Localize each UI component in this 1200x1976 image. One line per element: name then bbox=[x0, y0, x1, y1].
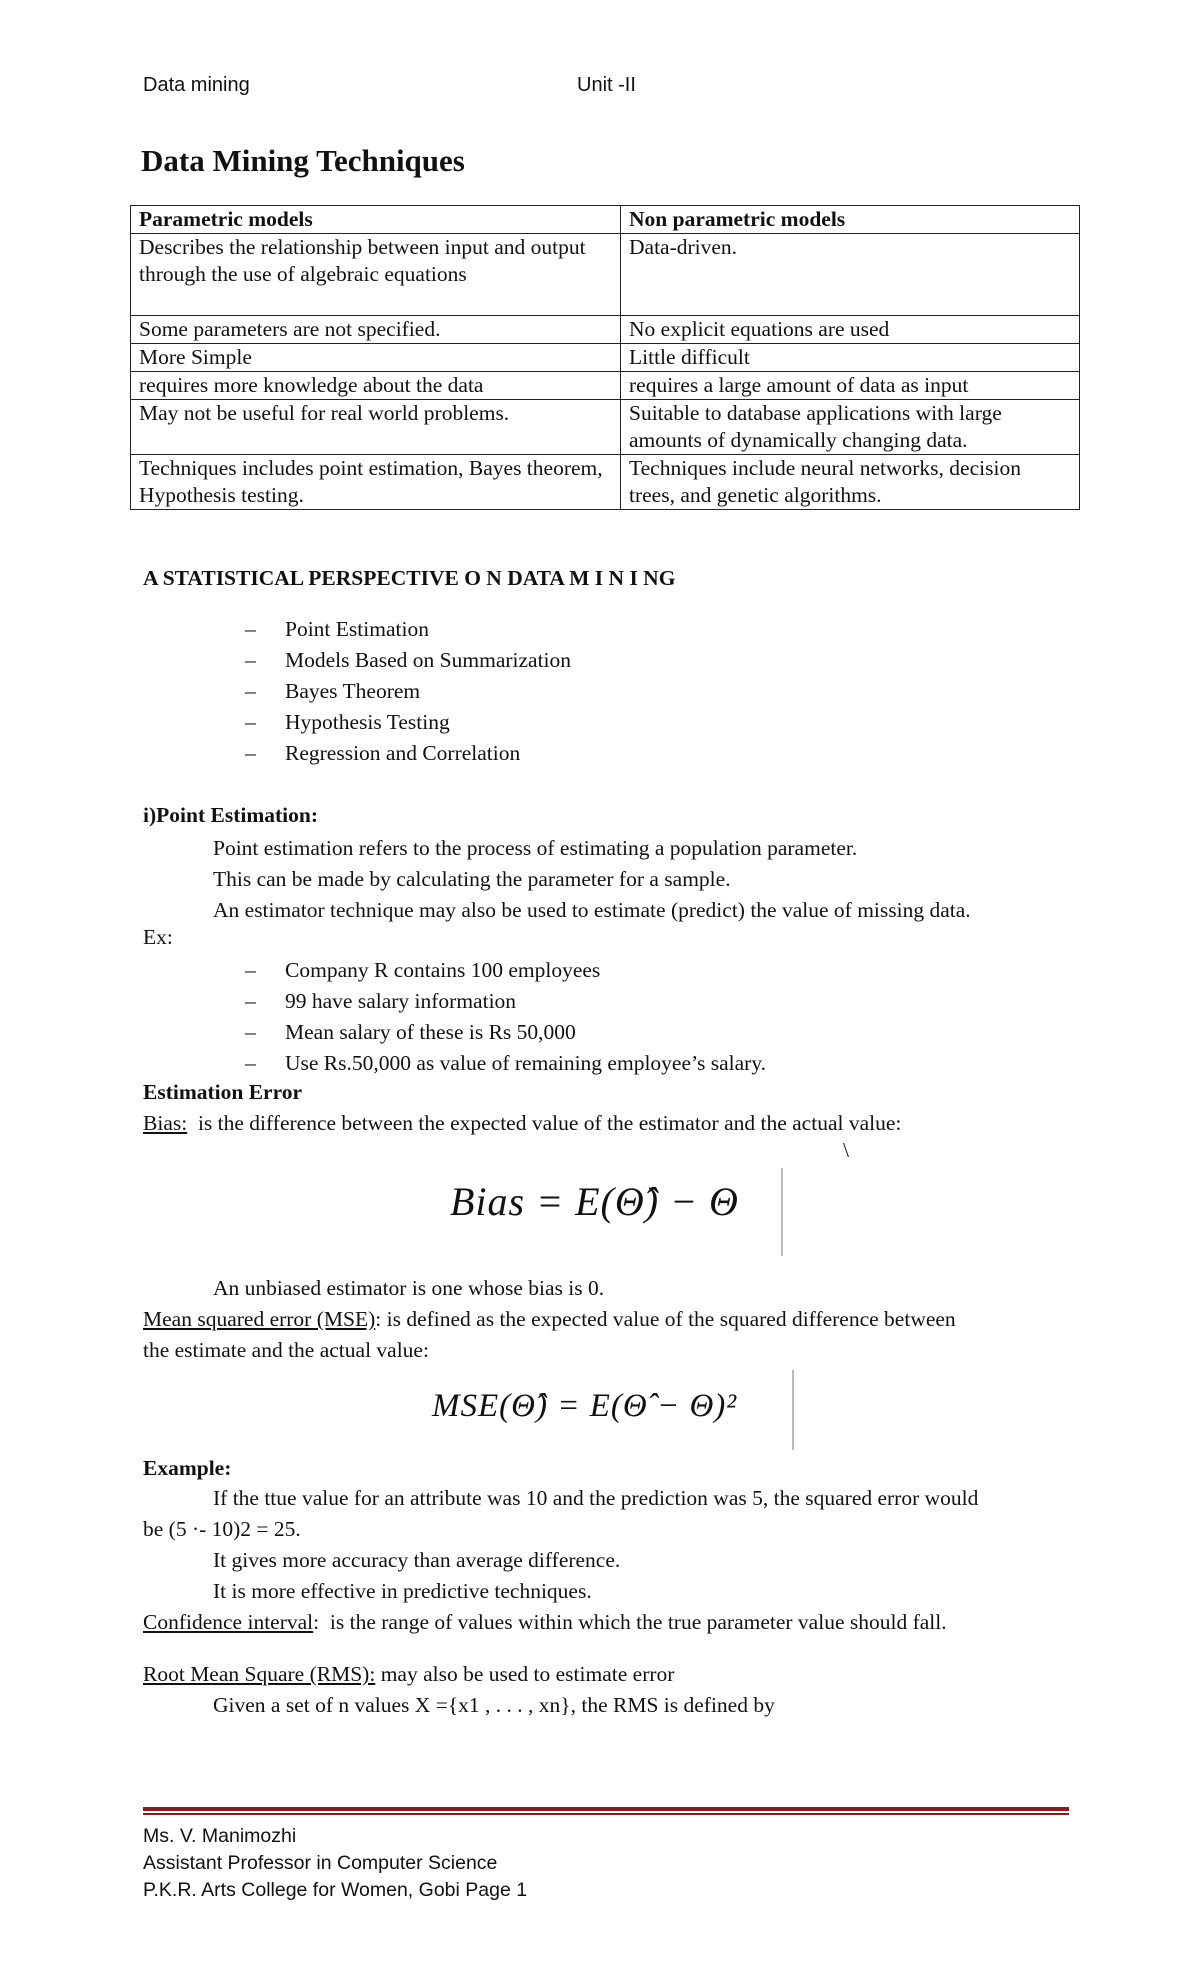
bias-term: Bias: bbox=[143, 1111, 188, 1135]
list-item-text: Hypothesis Testing bbox=[285, 710, 450, 734]
mse-term: Mean squared error (MSE) bbox=[143, 1307, 376, 1331]
list-item bbox=[245, 986, 766, 1017]
bias-definition bbox=[143, 1111, 901, 1136]
page-title: Data Mining Techniques bbox=[141, 143, 465, 178]
point-estimation-body bbox=[213, 833, 971, 926]
dash-bullet: – bbox=[245, 648, 256, 672]
example-label: Ex: bbox=[143, 925, 173, 949]
list-item bbox=[245, 955, 766, 986]
table-row bbox=[131, 234, 1080, 316]
table-cell: Some parameters are not specified. bbox=[131, 316, 621, 344]
list-item-text: 99 have salary information bbox=[285, 989, 517, 1013]
mse-definition bbox=[143, 1307, 956, 1332]
paragraph-line: An estimator technique may also be used to estimate (predict) the value of missing data. bbox=[213, 898, 971, 922]
bias-text: is the difference between the expected value of the estimator and the actual value: bbox=[187, 1111, 902, 1135]
footer-institution: P.K.R. Arts College for Women, Gobi Page 1 bbox=[143, 1879, 528, 1901]
point-estimation-heading: i)Point Estimation: bbox=[143, 803, 318, 827]
list-item bbox=[245, 676, 571, 707]
list-item bbox=[245, 1017, 766, 1048]
list-item-text: Company R contains 100 employees bbox=[285, 958, 601, 982]
dash-bullet: – bbox=[245, 958, 256, 982]
example-line: If the ttue value for an attribute was 10 and the prediction was 5, the squared error would bbox=[213, 1486, 979, 1510]
models-comparison-table bbox=[130, 205, 1080, 510]
unbiased-definition: An unbiased estimator is one whose bias is 0. bbox=[213, 1276, 605, 1300]
rms-term: Root Mean Square (RMS): bbox=[143, 1662, 376, 1686]
dash-bullet: – bbox=[245, 710, 256, 734]
list-item bbox=[245, 707, 571, 738]
list-item bbox=[245, 645, 571, 676]
list-item-text: Mean salary of these is Rs 50,000 bbox=[285, 1020, 576, 1044]
table-cell: May not be useful for real world problems. bbox=[131, 400, 621, 455]
page-footer bbox=[143, 1823, 527, 1904]
rms-text: may also be used to estimate error bbox=[375, 1662, 675, 1686]
table-cell: Techniques includes point estimation, Bayes theorem, Hypothesis testing. bbox=[131, 455, 621, 510]
header-subject: Data mining bbox=[143, 74, 250, 96]
footer-author: Ms. V. Manimozhi bbox=[143, 1825, 297, 1847]
table-row bbox=[131, 455, 1080, 510]
table-row bbox=[131, 344, 1080, 372]
paragraph-line: Point estimation refers to the process of estimating a population parameter. bbox=[213, 836, 858, 860]
confidence-term: Confidence interval bbox=[143, 1610, 314, 1634]
table-cell: requires a large amount of data as input bbox=[621, 372, 1080, 400]
table-cell: Little difficult bbox=[621, 344, 1080, 372]
table-cell: requires more knowledge about the data bbox=[131, 372, 621, 400]
paragraph-line: This can be made by calculating the parameter for a sample. bbox=[213, 867, 731, 891]
stray-backslash: \ bbox=[843, 1138, 849, 1162]
dash-bullet: – bbox=[245, 1051, 256, 1075]
confidence-text: : is the range of values within which the true parameter value should fall. bbox=[313, 1610, 947, 1634]
footer-designation: Assistant Professor in Computer Science bbox=[143, 1852, 498, 1874]
footer-rule bbox=[143, 1813, 1069, 1815]
table-cell: Techniques include neural networks, decision trees, and genetic algorithms. bbox=[621, 455, 1080, 510]
section-heading-statistical: A STATISTICAL PERSPECTIVE O N DATA M I N I NG bbox=[143, 566, 676, 590]
dash-bullet: – bbox=[245, 741, 256, 765]
table-row bbox=[131, 316, 1080, 344]
confidence-interval-definition bbox=[143, 1610, 947, 1635]
footer-rule bbox=[143, 1807, 1069, 1811]
formula-divider bbox=[781, 1168, 783, 1256]
example-line: It gives more accuracy than average difference. bbox=[213, 1548, 621, 1572]
table-header-row bbox=[131, 206, 1080, 234]
table-cell: Data-driven. bbox=[621, 234, 1080, 316]
header-unit: Unit -II bbox=[577, 74, 636, 96]
table-cell: Suitable to database applications with large amounts of dynamically changing data. bbox=[621, 400, 1080, 455]
list-item bbox=[245, 1048, 766, 1079]
table-cell: No explicit equations are used bbox=[621, 316, 1080, 344]
list-item-text: Use Rs.50,000 as value of remaining employee’s salary. bbox=[285, 1051, 767, 1075]
table-header-cell: Parametric models bbox=[131, 206, 621, 234]
estimation-error-heading: Estimation Error bbox=[143, 1080, 303, 1104]
table-row bbox=[131, 372, 1080, 400]
table-header-cell: Non parametric models bbox=[621, 206, 1080, 234]
list-item bbox=[245, 614, 571, 645]
table-cell: More Simple bbox=[131, 344, 621, 372]
example-line: It is more effective in predictive techniques. bbox=[213, 1579, 592, 1603]
table-cell: Describes the relationship between input and output through the use of algebraic equations bbox=[131, 234, 621, 316]
list-item-text: Models Based on Summarization bbox=[285, 648, 572, 672]
formula-divider bbox=[792, 1370, 794, 1450]
list-item-text: Point Estimation bbox=[285, 617, 429, 641]
bias-formula: Bias = E(Θ̂) − Θ bbox=[450, 1179, 739, 1224]
dash-bullet: – bbox=[245, 617, 256, 641]
mse-definition-continued: the estimate and the actual value: bbox=[143, 1338, 429, 1362]
list-item-text: Regression and Correlation bbox=[285, 741, 521, 765]
mse-formula: MSE(Θ̂) = E(Θ̂ − Θ)² bbox=[432, 1388, 738, 1424]
statistical-topics-list bbox=[245, 614, 571, 769]
list-item-text: Bayes Theorem bbox=[285, 679, 421, 703]
example-heading: Example: bbox=[143, 1456, 232, 1480]
rms-definition-continued: Given a set of n values X ={x1 , . . . , xn}, the RMS is defined by bbox=[213, 1693, 775, 1717]
rms-definition bbox=[143, 1662, 674, 1687]
table-row bbox=[131, 400, 1080, 455]
mse-text: : is defined as the expected value of the squared difference between bbox=[375, 1307, 956, 1331]
list-item bbox=[245, 738, 571, 769]
dash-bullet: – bbox=[245, 1020, 256, 1044]
dash-bullet: – bbox=[245, 679, 256, 703]
example-list bbox=[245, 955, 766, 1079]
dash-bullet: – bbox=[245, 989, 256, 1013]
example-line: be (5 ·- 10)2 = 25. bbox=[143, 1517, 301, 1541]
